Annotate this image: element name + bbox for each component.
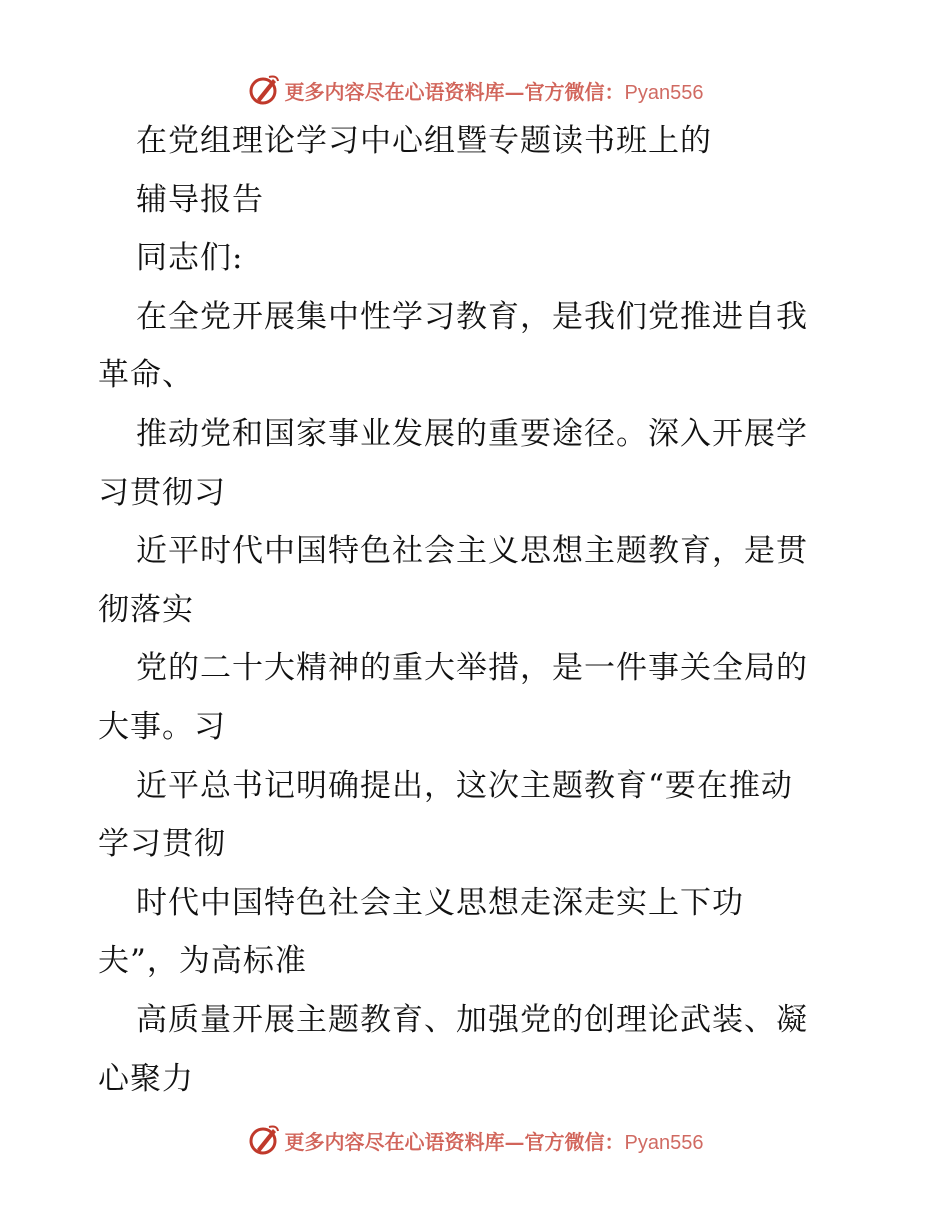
- pen-logo-icon: [247, 1123, 281, 1157]
- watermark-text: [285, 1126, 704, 1155]
- document-body: [98, 122, 868, 1118]
- watermark-label: 更多内容尽在心语资料库—官方微信：: [284, 79, 625, 104]
- text-line: 大事。习: [98, 708, 226, 745]
- watermark-wechat-id: Pyan556: [624, 1131, 704, 1154]
- watermark-banner-bottom: [0, 1120, 950, 1160]
- text-line: 在全党开展集中性学习教育，是我们党推进自我: [136, 298, 808, 335]
- text-line: 时代中国特色社会主义思想走深走实上下功: [136, 884, 744, 921]
- watermark-label: 更多内容尽在心语资料库—官方微信：: [284, 1129, 625, 1154]
- text-line: 习贯彻习: [98, 474, 226, 511]
- watermark-banner-top: [0, 70, 950, 110]
- pen-logo-icon: [247, 73, 281, 107]
- text-line: 党的二十大精神的重大举措，是一件事关全局的: [136, 650, 808, 687]
- text-line: 在党组理论学习中心组暨专题读书班上的: [136, 123, 712, 159]
- text-line: 推动党和国家事业发展的重要途径。深入开展学: [136, 415, 808, 452]
- text-line: 近平总书记明确提出，这次主题教育“要在推动: [136, 767, 793, 804]
- text-line: 彻落实: [98, 591, 194, 628]
- text-line: 夫”，为高标准: [98, 943, 307, 980]
- watermark-wechat-id: Pyan556: [624, 81, 704, 104]
- text-line: 学习贯彻: [98, 826, 226, 863]
- text-line: 心聚力: [98, 1060, 194, 1097]
- text-line: 同志们:: [136, 240, 244, 277]
- watermark-text: [285, 76, 704, 105]
- text-line: 革命、: [98, 357, 194, 394]
- text-line: 辅导报告: [136, 181, 264, 218]
- text-line: 高质量开展主题教育、加强党的创理论武装、凝: [136, 1001, 808, 1038]
- text-line: 近平时代中国特色社会主义思想主题教育，是贯: [136, 533, 808, 570]
